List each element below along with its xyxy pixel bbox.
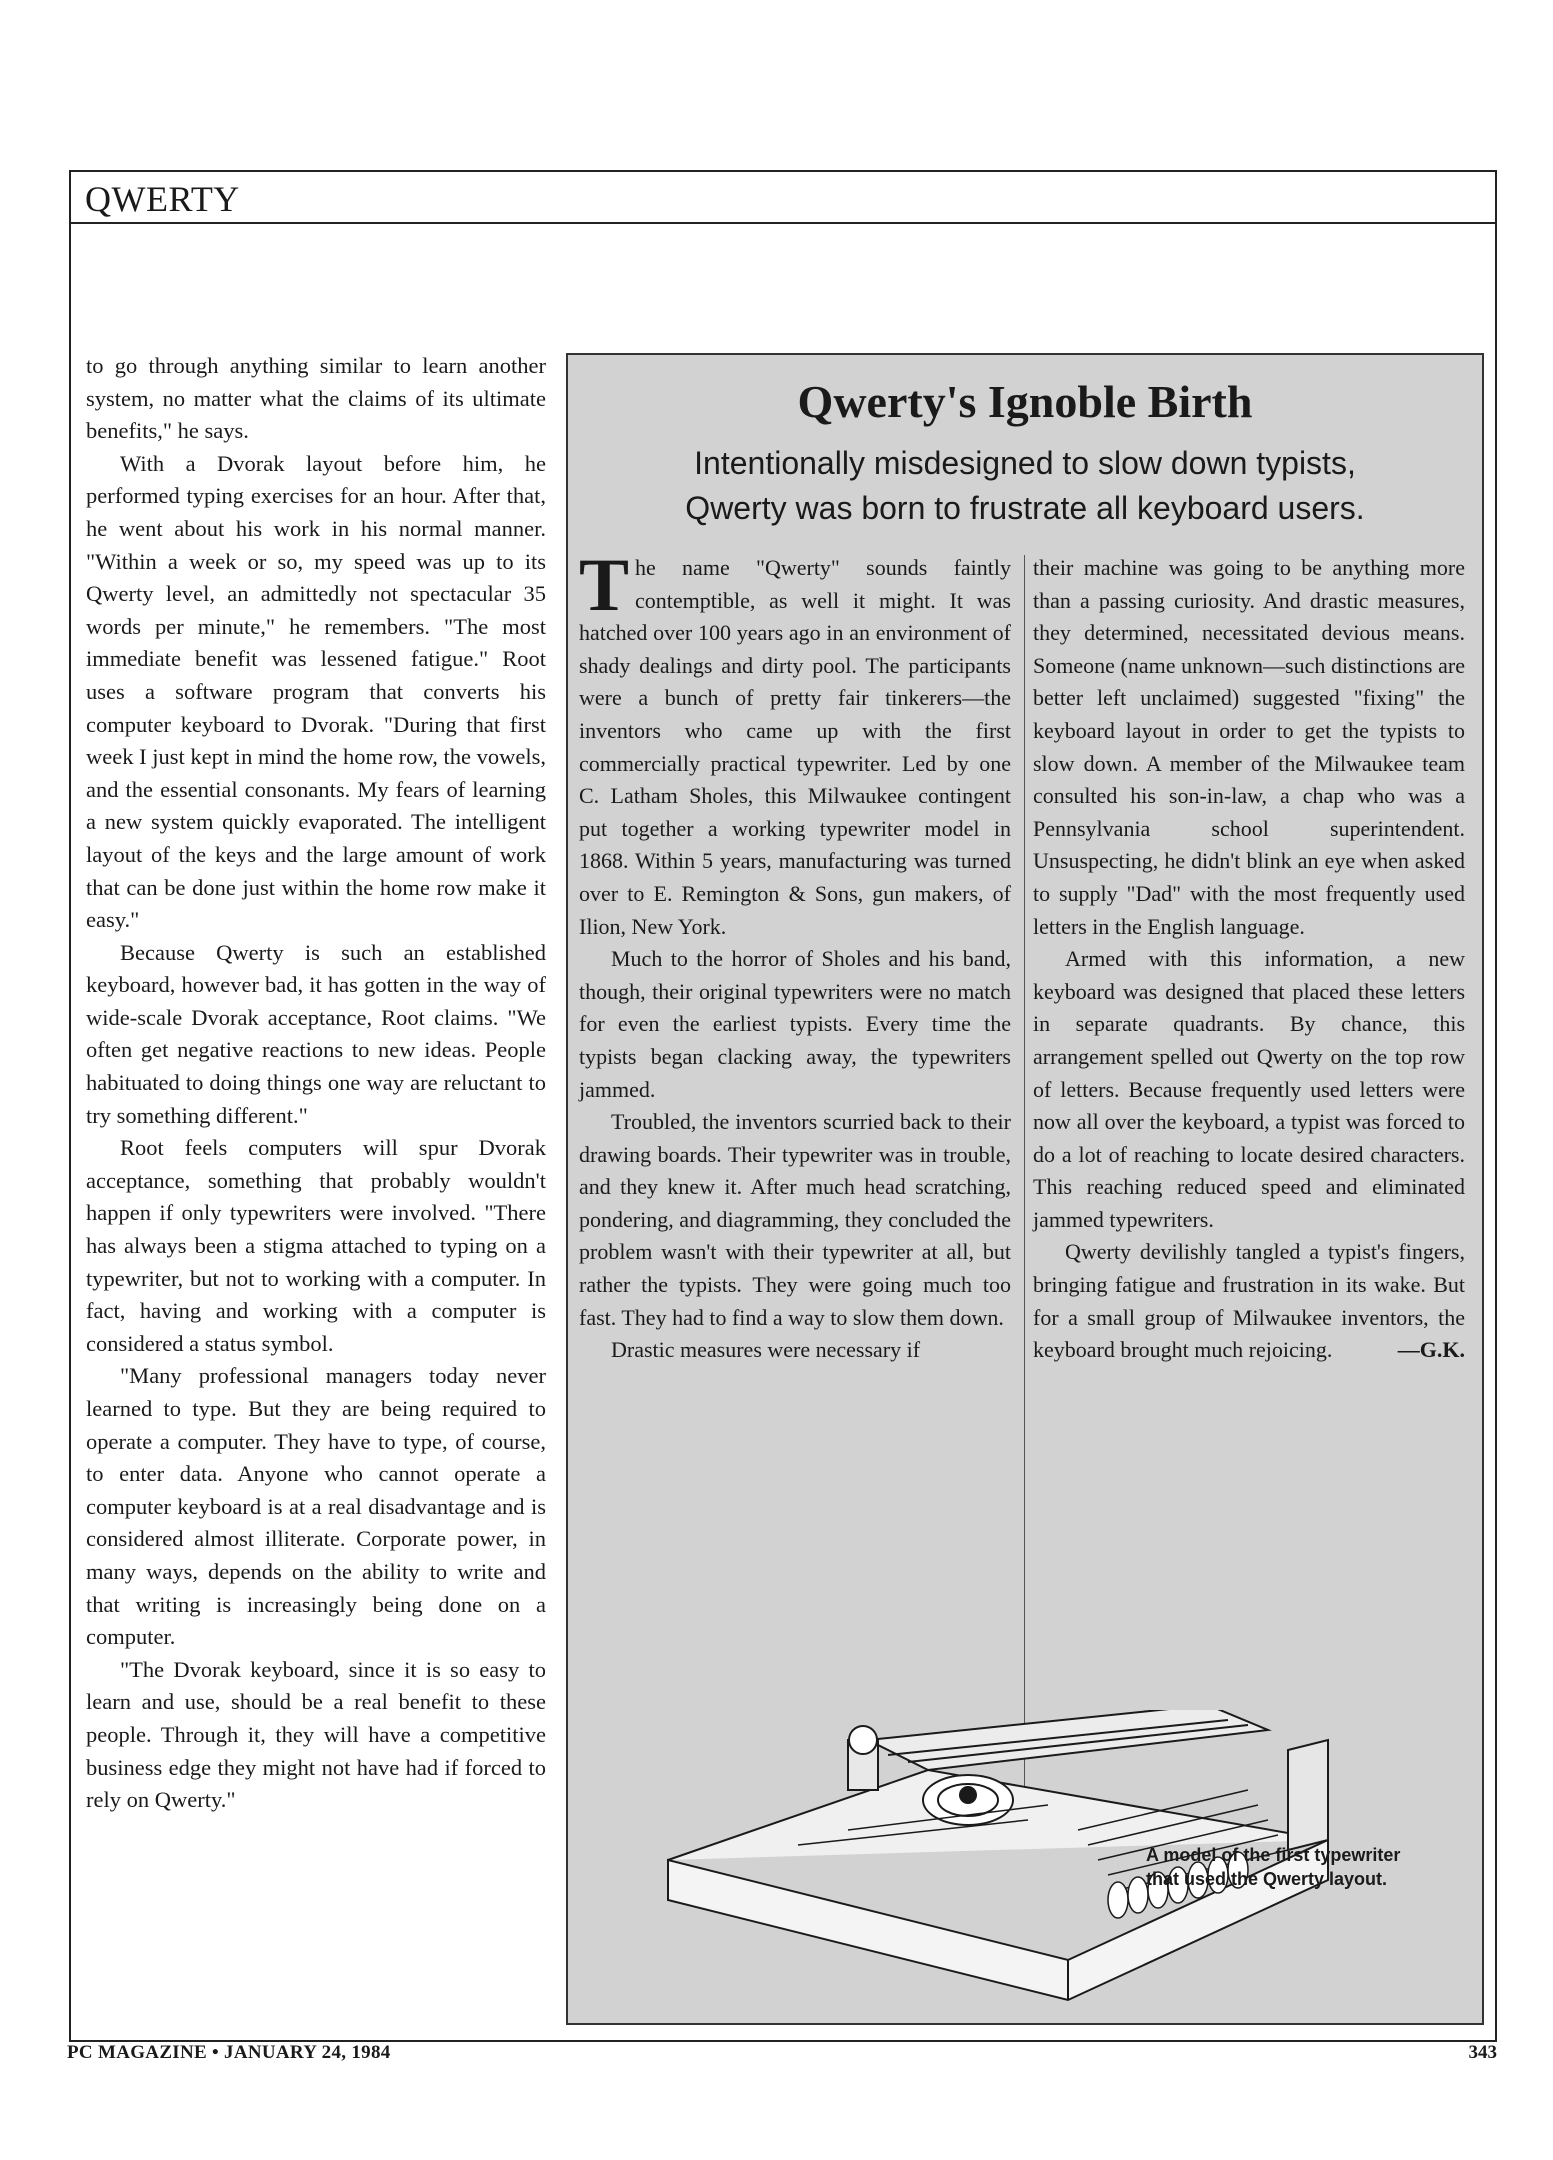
page-frame — [69, 170, 1497, 2042]
footer-publication: PC MAGAZINE • JANUARY 24, 1984 — [67, 2042, 391, 2063]
section-header — [71, 172, 1495, 224]
column-divider — [1024, 555, 1025, 1820]
sidebar-column-1 — [579, 544, 1011, 1367]
paragraph: Root feels computers will spur Dvorak acceptance, something that probably wouldn't happen if only typewriters were involved. "There has always been a stigma attached to typing on a typewriter, but not to working with a computer. In fact, having and working with a computer is considered a status symbol. — [86, 1135, 546, 1356]
drop-cap: T — [579, 544, 630, 627]
section-title: QWERTY — [85, 179, 240, 219]
sidebar-deck — [568, 441, 1482, 531]
sidebar-box — [566, 353, 1484, 2025]
paragraph: "Many professional managers today never learned to type. But they are being required to operate a computer. They have to type, of course, to enter data. Anyone who cannot operate a computer keyboard is at a real disadvantage and is considered almost illiterate. Corporate power, in many ways, depends on the ability to write and that writing is increasingly being done on a computer. — [86, 1363, 546, 1650]
author-signoff: —G.K. — [1397, 1337, 1465, 1363]
sidebar-column-2 — [1033, 552, 1465, 1367]
paragraph: their machine was going to be anything more than a passing curiosity. And drastic measures, they determined, necessitated devious means. Someone (name unknown—such distinctions are better left unclaimed) suggested "fixing" the keyboard layout in order to get the typists to slow down. A member of the Milwaukee team consulted his son-in-law, a chap who was a Pennsylvania school superintendent. Unsuspecting, he didn't blink an eye when asked to supply "Dad" with the most frequently used letters in the English language. — [1033, 555, 1465, 939]
paragraph: Because Qwerty is such an established keyboard, however bad, it has gotten in the way of wide-scale Dvorak acceptance, Root claims. "We often get negative reactions to new ideas. People habituated to doing things one way are reluctant to try something different." — [86, 939, 546, 1128]
paragraph-text: he name "Qwerty" sounds faintly contemptible, as well it might. It was hatched over 100 years ago in an environment of shady dealings and dirty pool. The participants were a bunch of pretty fair tinkerers—the inventors who came up with the first commercially practical typewriter. Led by one C. Latham Sholes, this Milwaukee contingent put together a working typewriter model in 1868. Within 5 years, manufacturing was turned over to E. Remington & Sons, gun makers, of Ilion, New York. — [579, 555, 1011, 939]
paragraph: Troubled, the inventors scurried back to their drawing boards. Their typewriter was in trouble, and they knew it. After much head scratching, pondering, and diagramming, they concluded the problem wasn't with their typewriter at all, but rather the typists. They were going much too fast. They had to find a way to slow them down. — [579, 1109, 1011, 1330]
caption-line: A model of the first typewriter — [1146, 1845, 1401, 1865]
paragraph: Armed with this information, a new keyboard was designed that placed these letters in separate quadrants. By chance, this arrangement spelled out Qwerty on the top row of letters. Because frequently used letters were now all over the keyboard, a typist was forced to do a lot of reaching to locate desired characters. This reaching reduced speed and eliminated jammed typewriters. — [1033, 946, 1465, 1232]
article-left-column — [86, 350, 546, 1817]
paragraph: Much to the horror of Sholes and his band, though, their original typewriters were no match for even the earliest typists. Every time the typists began clacking away, the typewriters jammed. — [579, 946, 1011, 1102]
paragraph: to go through anything similar to learn another system, no matter what the claims of its ultimate benefits," he says. — [86, 353, 546, 444]
deck-line: Qwerty was born to frustrate all keyboard users. — [685, 490, 1365, 526]
paragraph: With a Dvorak layout before him, he performed typing exercises for an hour. After that, he went about his work in his normal manner. "Within a week or so, my speed was up to its Qwerty level, an admittedly not spectacular 35 words per minute," he remembers. "The most immediate benefit was lessened fatigue." Root uses a software program that converts his computer keyboard to Dvorak. "During that first week I just kept in mind the home row, the vowels, and the essential consonants. My fears of learning a new system quickly evaporated. The intelligent layout of the keys and the large amount of work that can be done just within the home row make it easy." — [86, 450, 546, 933]
paragraph: "The Dvorak keyboard, since it is so easy to learn and use, should be a real benefit to these people. Through it, they will have a competitive business edge they might not have had if forced to rely on Qwerty." — [86, 1656, 546, 1813]
paragraph-text: Qwerty devilishly tangled a typist's fingers, bringing fatigue and frustration in its wake. But for a small group of Milwaukee inventors, the keyboard brought much rejoicing. — [1033, 1239, 1465, 1363]
deck-line: Intentionally misdesigned to slow down typists, — [694, 445, 1356, 481]
caption-line: that used the Qwerty layout. — [1146, 1869, 1388, 1889]
figure-caption — [1146, 1843, 1476, 1891]
page-number: 343 — [1468, 2042, 1497, 2063]
paragraph: Drastic measures were necessary if — [611, 1337, 921, 1363]
paragraph — [579, 544, 1011, 943]
paragraph — [1033, 1236, 1465, 1366]
sidebar-title: Qwerty's Ignoble Birth — [797, 376, 1253, 427]
